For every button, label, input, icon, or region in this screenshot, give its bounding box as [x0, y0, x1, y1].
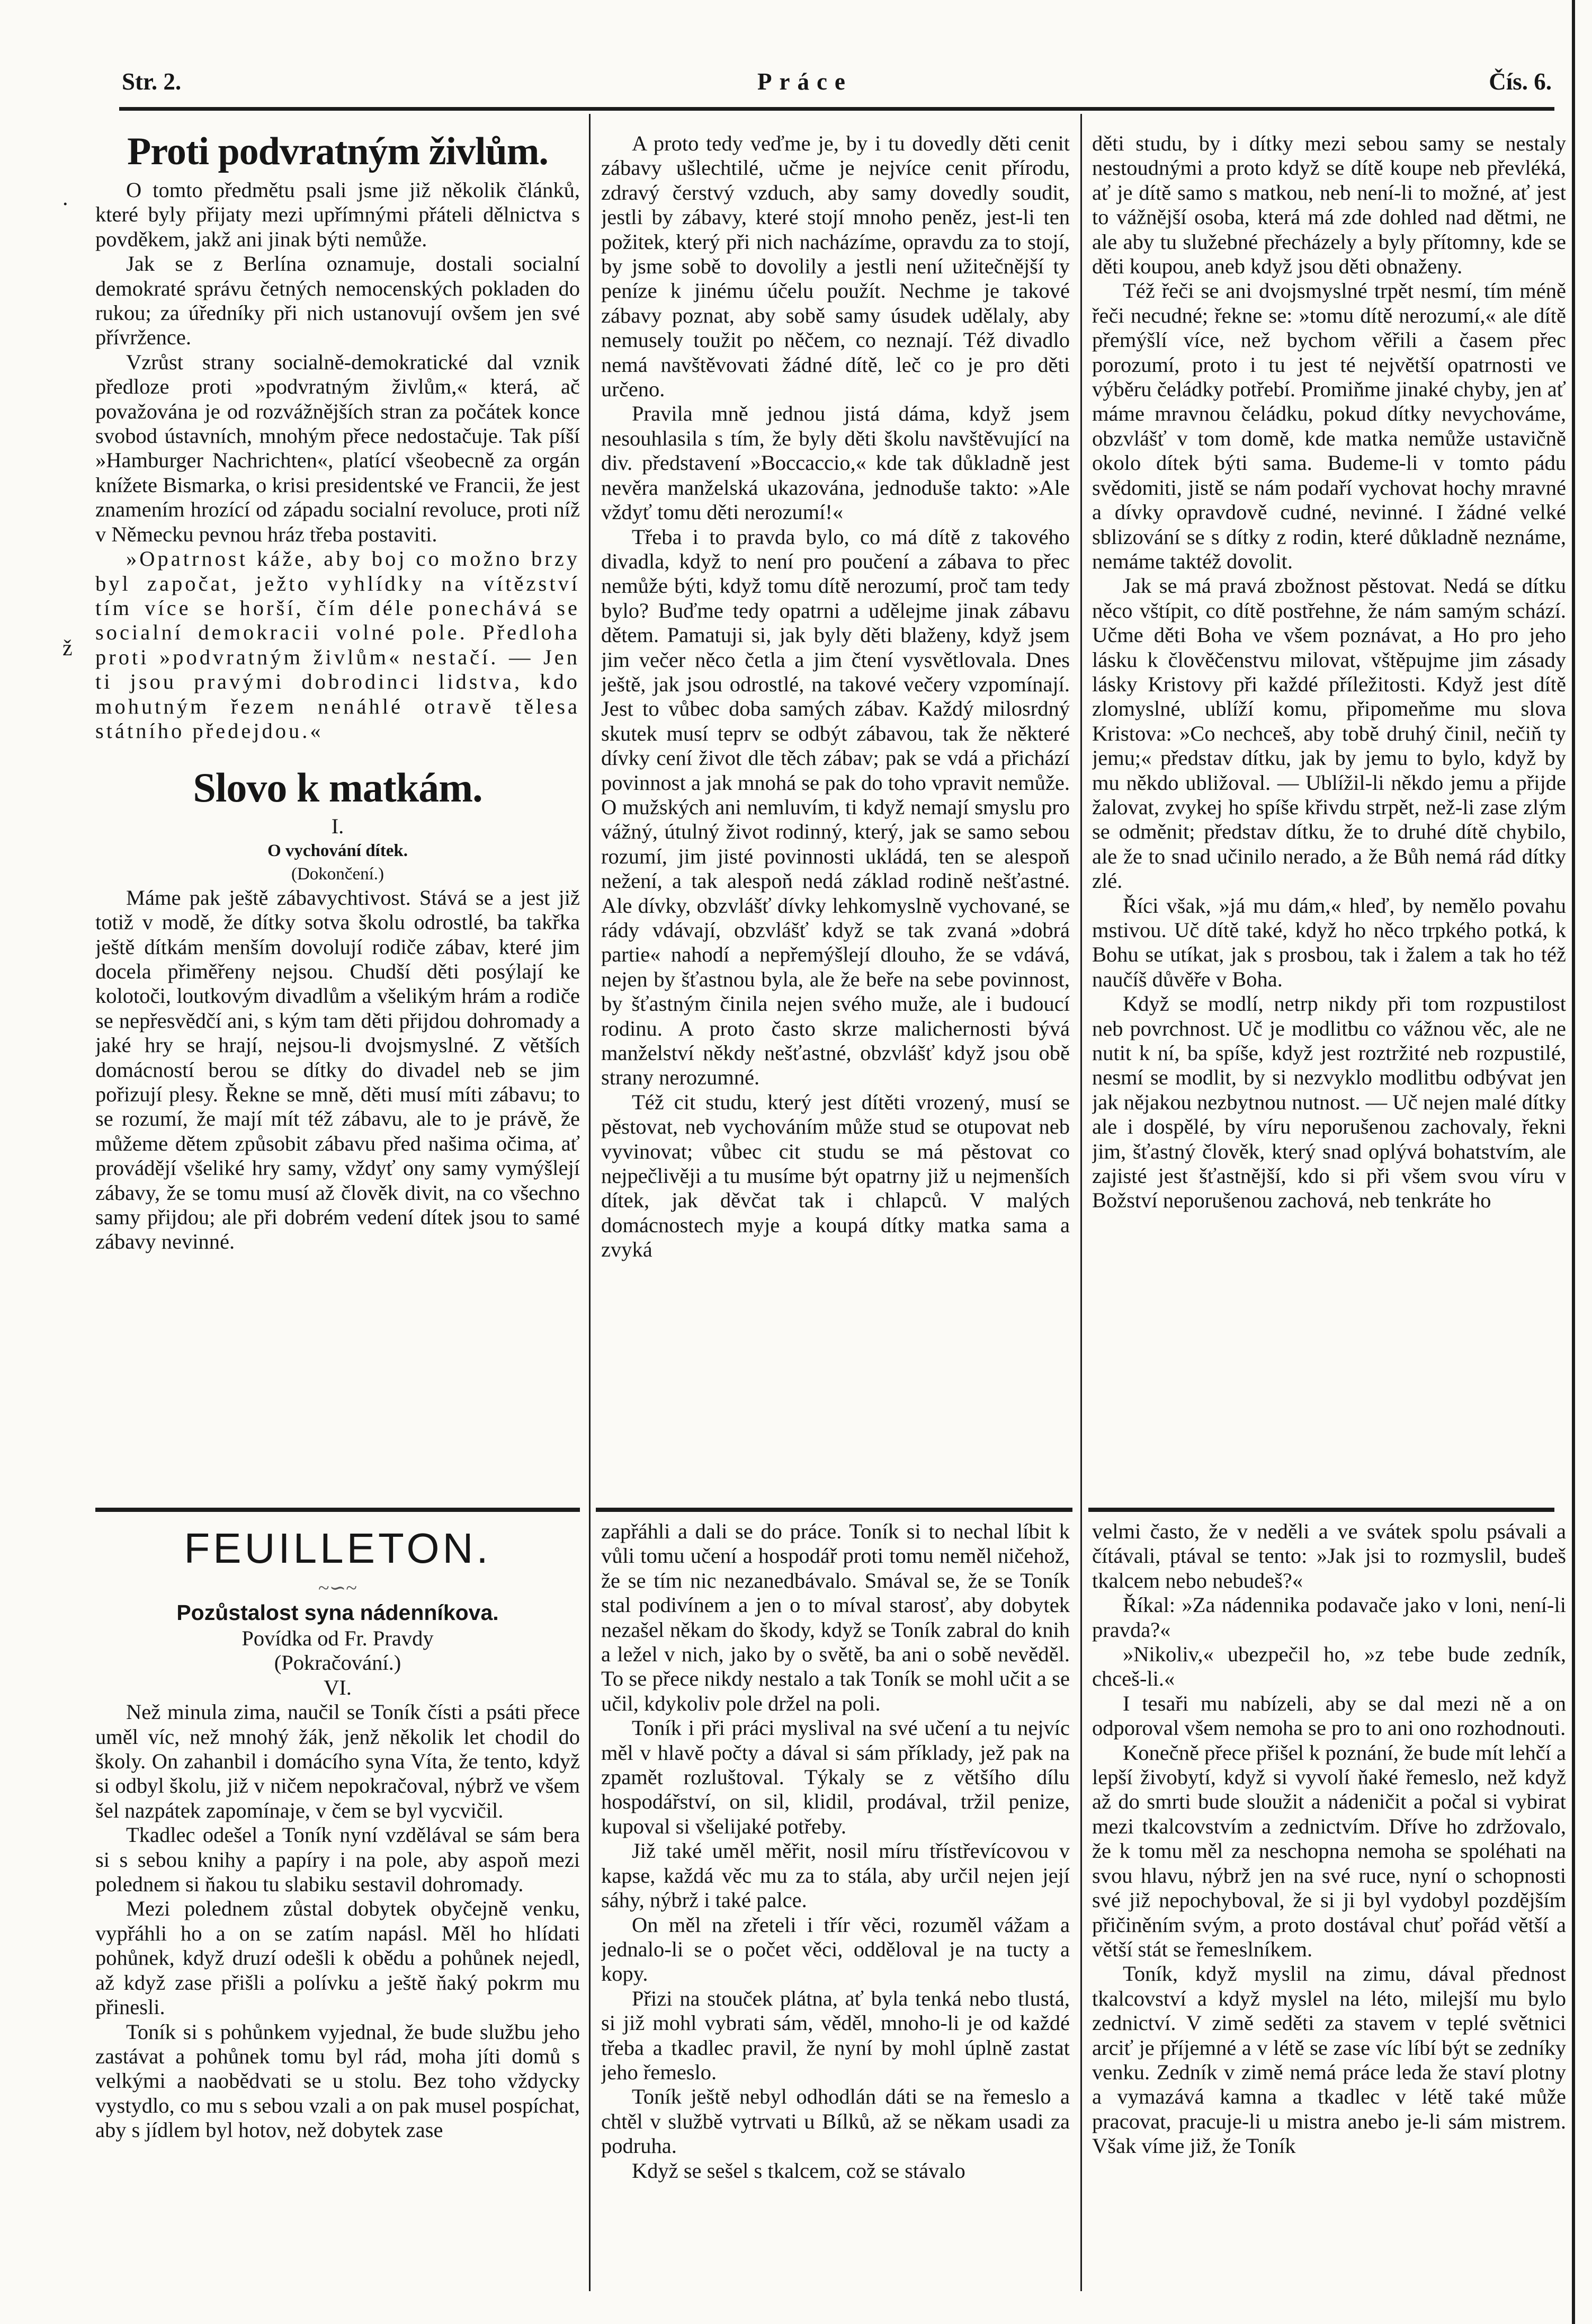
article-paragraph: Vzrůst strany socialně-demokratické dal vznik předloze proti »podvratným živlům,« která, ač považována je od rozvážnějších stran za počátek konce svobod ústavních, mnohým přece nedostačuje. Tak píší »Hamburger Nachrichten«, platící všeobecně za orgán knížete Bismarka, o krisi presidentské ve Francii, že jest znamením hrozící od západu socialní revoluce, proti níž v Německu pevnou hráz třeba postaviti. [95, 350, 580, 546]
margin-mark: ž [62, 636, 73, 661]
feuilleton-paragraph: Mezi polednem zůstal dobytek obyčejně venku, vypřáhli ho a on se zatím napásl. Měl ho hlídati pohůnek, když druzí odešli k obědu a pohůnek nejedl, až když zase přišli a polívku a ještě ňaký pokrm mu přinesli. [95, 1896, 580, 2019]
margin-mark: . [62, 186, 68, 210]
article-paragraph: Jak se z Berlína oznamuje, dostali socialní demokraté správu četných nemocenských pokladen do rukou; za úředníky při nich ustanovují ovšem jen své přívržence. [95, 252, 580, 350]
feuilleton-paragraph: Tkadlec odešel a Toník nyní vzdělával se sám bera si s sebou knihy a papíry i na pole, aby aspoň mezi polednem si ňakou tu slabiku sestavil dohromady. [95, 1823, 580, 1896]
column-3-top [1092, 131, 1566, 1503]
feuilleton-paragraph: »Nikoliv,« ubezpečil ho, »z tebe bude zedník, chceš-li.« [1092, 1642, 1566, 1691]
feuilleton-paragraph: Když se sešel s tkalcem, což se stávalo [632, 2158, 965, 2183]
article-paragraph: děti studu, by i dítky mezi sebou samy se nestaly nestoudnými a proto když se dítě koupe neb převléká, ať je dítě samo s matkou, neb není-li to možné, ať jest to vážnější osoba, která má zde dohled nad dětmi, ne ale aby tu služebné přecházely a byly přítomny, kde se děti koupou, aneb když jsou děti obnaženy. [1092, 131, 1566, 279]
feuilleton-rule-col2 [596, 1508, 1072, 1512]
column-2-top [601, 131, 1070, 1503]
column-1-bottom [95, 1519, 580, 2293]
article-paragraph: Též řeči se ani dvojsmyslné trpět nesmí, tím méně řeči necudné; řekne se: »tomu dítě nerozumí,« ale dítě přemýšlí více, než bychom věřili a časem přec porozumí, proto i tu jest té největší opatrnosti ve výběru čeládky potřebí. Promiňme jinaké chyby, jen ať máme mravnou čeládku, pokud dítky nevychováme, obzvlášť v tom domě, kde matka nemůže ustavičně okolo dítek býti sama. Budeme-li v tomto pádu svědomiti, jistě se nám podaří vychovat hochy mravné a dívky opravdově cudné, nevinné. I žádné velké sblizování se s dítky z rodin, které důkladně neznáme, nemáme taktéž dovolit. [1092, 279, 1566, 573]
continued-note: (Pokračování.) [274, 1651, 401, 1675]
feuilleton-paragraph: I tesaři mu nabízeli, aby se dal mezi ně a on odporoval všem nemoha se pro to ani ono rozhodnouti. [1092, 1691, 1566, 1740]
column-1-top [95, 127, 580, 1502]
feuilleton-paragraph: Již také uměl měřit, nosil míru třístřevícovou v kapse, každá věc mu za to stála, aby určil nejen její sáhy, nýbrž i také palce. [601, 1839, 1070, 1912]
feuilleton-rule-col3 [1088, 1508, 1554, 1512]
column-2-bottom [601, 1519, 1070, 2293]
feuilleton-paragraph: Přizi na stouček plátna, ať byla tenká nebo tlustá, si již mohl vybrati sám, věděl, mnoho-li je od každé třeba a tkadlec pravil, že nyní by mohl úplně zastat jeho řemeslo. [601, 1986, 1070, 2084]
feuilleton-rule-col1 [95, 1508, 580, 1512]
ornament: ~∽~ [318, 1577, 357, 1599]
chapter-number: VI. [324, 1675, 352, 1699]
header-rule [119, 107, 1554, 111]
feuilleton-paragraph: Konečně přece přišel k poznání, že bude mít lehčí a lepší živobytí, když si vyvolí ňaké řemeslo, než když až do smrti bude sloužit a nádeničit a počal si vybirat mezi tkalcovstvím a zednictvím. Dříve ho zdržovalo, že k tomu měl za neschopna nemoha se spoléhati na svou hlavu, nýbrž jen na své ruce, nyní o schopnosti své již nepochyboval, že si ji byl vydobyl pozdějším přičiněním svým, a proto dostával chuť pořád větší a větší stát se řemeslníkem. [1092, 1740, 1566, 1961]
feuilleton-byline: Povídka od Fr. Pravdy [242, 1626, 434, 1650]
feuilleton-paragraph: On měl na zřeteli i třír věci, rozuměl vážam a jednalo-li se o počet věci, odděloval je na tucty a kopy. [601, 1912, 1070, 1986]
feuilleton-paragraph: zapřáhli a dali se do práce. Toník si to nechal líbit k vůli tomu učení a hospodář proti tomu neměl ničehož, že se tím nic nezanedbávalo. Smával se, že se Toník stal podivínem a jen o to míval starosť, aby dobytek nezašel někam do škody, když se Toník zabral do knih a ležel v nich, jako by o světě, ba ani o sobě nevěděl. To se přece nikdy nestalo a tak Toník se mohl učit a se učil, kdykoliv pole držel na poli. [601, 1519, 1070, 1715]
page-header [122, 68, 1552, 105]
newspaper-name: Práce [757, 68, 853, 95]
article-paragraph: Máme pak ještě zábavychtivost. Stává se a jest již totiž v modě, že dítky sotva školu odrostlé, ba takřka ještě dítkám menším dovolují rodiče zábav, které jim docela přiměřeny nejsou. Chudší děti posýlají ke kolotoči, loutkovým divadlům a všelikým hrám a rodiče se nepřesvědčí ani, s kým tam děti přijdou dohromady a jaké hry se hrají, nejsou-li dvojsmyslné. Z větších domácností berou se dítky do divadel neb se jim pořizují plesy. Řekne se mně, děti musí míti zábavu; to se rozumí, že mají mít též zábavu, ale to je právě, že můžeme dětem způsobit zábavu před našima očima, ať provádějí všeliké hry samy, vždyť ony samy vymýšlejí zábavy, že se tomu musí až člověk divit, na co všechno samy přijdou; ale při dobrém vedení dítek jsou to samé zábavy nevinné. [95, 885, 580, 1254]
article-title: Proti podvratným živlům. [127, 130, 548, 173]
issue-number: Čís. 6. [1489, 68, 1552, 95]
column-3-bottom [1092, 1519, 1566, 2293]
feuilleton-heading: FEUILLETON. [184, 1525, 491, 1572]
feuilleton-paragraph: Toník i při práci myslival na své učení a tu nejvíc měl v hlavě počty a dával si sám příklady, jež pak na zpamět rozluštoval. Týkaly se z většího dílu hospodářství, on sil, klidil, prodával, tržil penize, kupoval si všelijaké potřeby. [601, 1716, 1070, 1838]
article-part: I. [331, 814, 344, 839]
article-paragraph: Pravila mně jednou jistá dáma, když jsem nesouhlasila s tím, že byly děti školu navštěvující na div. představení »Boccaccio,« kde tak důkladně jest nevěra manželská ukazována, jednoduše takto: »Ale vždyť tomu děti nerozumí!« [601, 402, 1070, 524]
feuilleton-paragraph: Než minula zima, naučil se Toník čísti a psáti přece uměl víc, než mnohý žák, jenž několik let chodil do školy. On zahanbil i domácího syna Víta, že tento, když si odbyl školu, již v ničem nepokračoval, nýbrž ve všem šel nazpátek zapomínaje, v čem se byl vycvičil. [95, 1700, 580, 1822]
feuilleton-paragraph: Říkal: »Za nádennika podavače jako v loni, není-li pravda?« [1092, 1593, 1566, 1642]
article-paragraph: Jak se má pravá zbožnost pěstovat. Nedá se dítku něco vštípit, co dítě postřehne, že nám samým schází. Učme děti Boha ve všem poznávat, a Ho pro jeho lásku k člověčenstvu milovat, vštěpujme jim zásady lásky Kristovy při každé příležitosti. Když jest dítě zlomyslné, ublíží komu, připomeňme mu slova Kristova: »Co nechceš, aby tobě druhý činil, nečiň ty jemu;« představ dítku, jak by jemu to bylo, když by mu někdo ubližoval. — Ublížil-li někdo jemu a přijde žalovat, zvykej ho spíše křivdu strpět, než-li zase zlým se odměnit; představ dítku, že to druhé dítě chybilo, ale že to snad učinilo nerado, a že Bůh nemá rád dítky zlé. [1092, 574, 1566, 893]
column-rule-1 [589, 114, 591, 2291]
article-paragraph: Třeba i to pravda bylo, co má dítě z takového divadla, když to není pro poučení a zábava to přec nemůže býti, když tomu dítě nerozumí, proč tam tedy bylo? Buďme tedy opatrni a udělejme jinak zábavu dětem. Pamatuji si, jak byly děti blaženy, když jsem jim večer něco četla a jim čtení vysvětlovala. Dnes ještě, jak jsou odrostlé, na takové večery vzpomínají. Jest to vůbec doba samých zábav. Každý milosrdný skutek musí teprv se odbýt zábavou, tak že některé dívky cení život dle těch zábav; pak se vdá a přichází povinnost a jak mnohá se pak do toho vpravit nemůže. O mužských ani nemluvím, ti když nemají smyslu pro vážný, útulný život rodinný, který, jak se samo sebou rozumí, jim jisté povinnosti ukládá, ten se alespoň nežení, a tak alespoň nedá základ rodině nešťastné. Ale dívky, obzvlášť dívky lehkomyslně vychované, se rády vdávají, obzvlášť když se tak zvaná »dobrá partie« nahodí a nepřemýšlejí dlouho, že se vdává, nejen by šťastnou byla, ale že beře na sebe povinnost, by šťastným činila nejen svého muže, ale i budoucí rodinu. A proto často skrze malichernosti bývá manželství někdy nešťastné, obzvlášť když jsou obě strany nerozumné. [601, 524, 1070, 1090]
right-edge-rule [1572, 0, 1575, 2324]
article-paragraph: O tomto předmětu psali jsme již několik článků, které byly přijaty mezi upřímnými přáteli dělnictva s povděkem, jakž ani jinak býti nemůže. [95, 178, 580, 251]
page-number: Str. 2. [122, 68, 182, 95]
feuilleton-paragraph: Toník ještě nebyl odhodlán dáti se na řemeslo a chtěl v službě vytrvati u Bílků, až se někam usadi za podruha. [601, 2085, 1070, 2158]
feuilleton-paragraph: Toník si s pohůnkem vyjednal, že bude službu jeho zastávat a pohůnek tomu byl rád, moha jíti domů s velkými a naobědvati se u stolu. Bez toho vždycky vystydlo, co mu s sebou vzali a on pak musel pospíchat, aby s jídlem byl hotov, než dobytek zase [95, 2019, 580, 2142]
feuilleton-title: Pozůstalost syna nádenníkova. [176, 1600, 499, 1625]
article-title: Slovo k matkám. [193, 764, 482, 811]
article-quote: »Opatrnost káže, aby boj co možno brzy byl započat, ježto vyhlídky na vítězství tím více se horší, čím déle ponechává se socialní demokracii volné pole. Předloha proti »podvratným živlům« nestačí. — Jen ti jsou pravými dobrodinci lidstva, kdo mohutným řezem nenáhlé otravě tělesa státního předejdou.« [95, 547, 580, 743]
article-paragraph: Též cit studu, který jest dítěti vrozený, musí se pěstovat, neb vychováním může stud se otupovat neb vyvinovat; vůbec cit studu se má pěstovat co nejpečlivěji a tu musíme být opatrny již u nejmenších dítek, jak děvčat tak i chlapců. V malých domácnostech myje a koupá dítky matka sama a zvyká [601, 1090, 1070, 1262]
continued-note: (Dokončení.) [291, 864, 384, 884]
column-rule-2 [1080, 114, 1082, 2291]
article-paragraph: Když se modlí, netrp nikdy při tom rozpustilost neb povrchnost. Uč je modlitbu co vážnou věc, ale ne nutit k ní, ba spíše, když jest roztržité neb rozpustilé, nesmí se modlit, by si nezvyklo modlitbu odbývat jen jak nějakou nezbytnou nutnost. — Uč nejen malé dítky ale i dospělé, by víru neporušenou zachovaly, řekni jim, šťastný člověk, který snad oplývá bohatstvím, ale zajisté jest šťastnější, kdo si při všem svou víru v Božství neporušenou zachová, neb tenkráte ho [1092, 992, 1566, 1213]
feuilleton-paragraph: Toník, když myslil na zimu, dával přednost tkalcovství a když myslel na léto, milejší mu bylo zednictví. V zimě seděti za stavem v teplé světnici arciť je příjemné a v létě se zase víc líbí být se zedníky venku. Zedník v zimě nemá práce leda že staví plotny a vymazává kamna a tkadlec v létě také může pracovat, pracuje-li u mistra anebo je-li sám mistrem. Však víme již, že Toník [1092, 1962, 1566, 2158]
feuilleton-paragraph: velmi často, že v neděli a ve svátek spolu psávali a čítávali, ptával se tento: »Jak jsi to rozmyslil, budeš tkalcem nebo nebudeš?« [1092, 1519, 1566, 1592]
article-paragraph: Říci však, »já mu dám,« hleď, by nemělo povahu mstivou. Uč dítě také, když ho něco trpkého potká, k Bohu se utíkat, jak s prosbou, tak i žalem a tak ho též naučíš důvěře v Boha. [1092, 893, 1566, 991]
article-paragraph: A proto tedy veďme je, by i tu dovedly děti cenit zábavy ušlechtilé, učme je nejvíce cenit přírodu, zdravý čerstvý vzduch, aby samy dovedly soudit, jestli by zábavy, které stojí mnoho peněz, jest-li ten požitek, který při nich nacházíme, opravdu za to stojí, by jsme sobě to dovolily a jestli není užitečnější ty peníze k jinému účelu použít. Nechme je takové zábavy poznat, aby sobě samy úsudek udělaly, aby nemusely toužit po něčem, co neznají. Též divadlo nemá navštěvovati žádné dítě, leč co je pro děti určeno. [601, 131, 1070, 402]
article-subtitle: O vychování dítek. [267, 841, 408, 860]
